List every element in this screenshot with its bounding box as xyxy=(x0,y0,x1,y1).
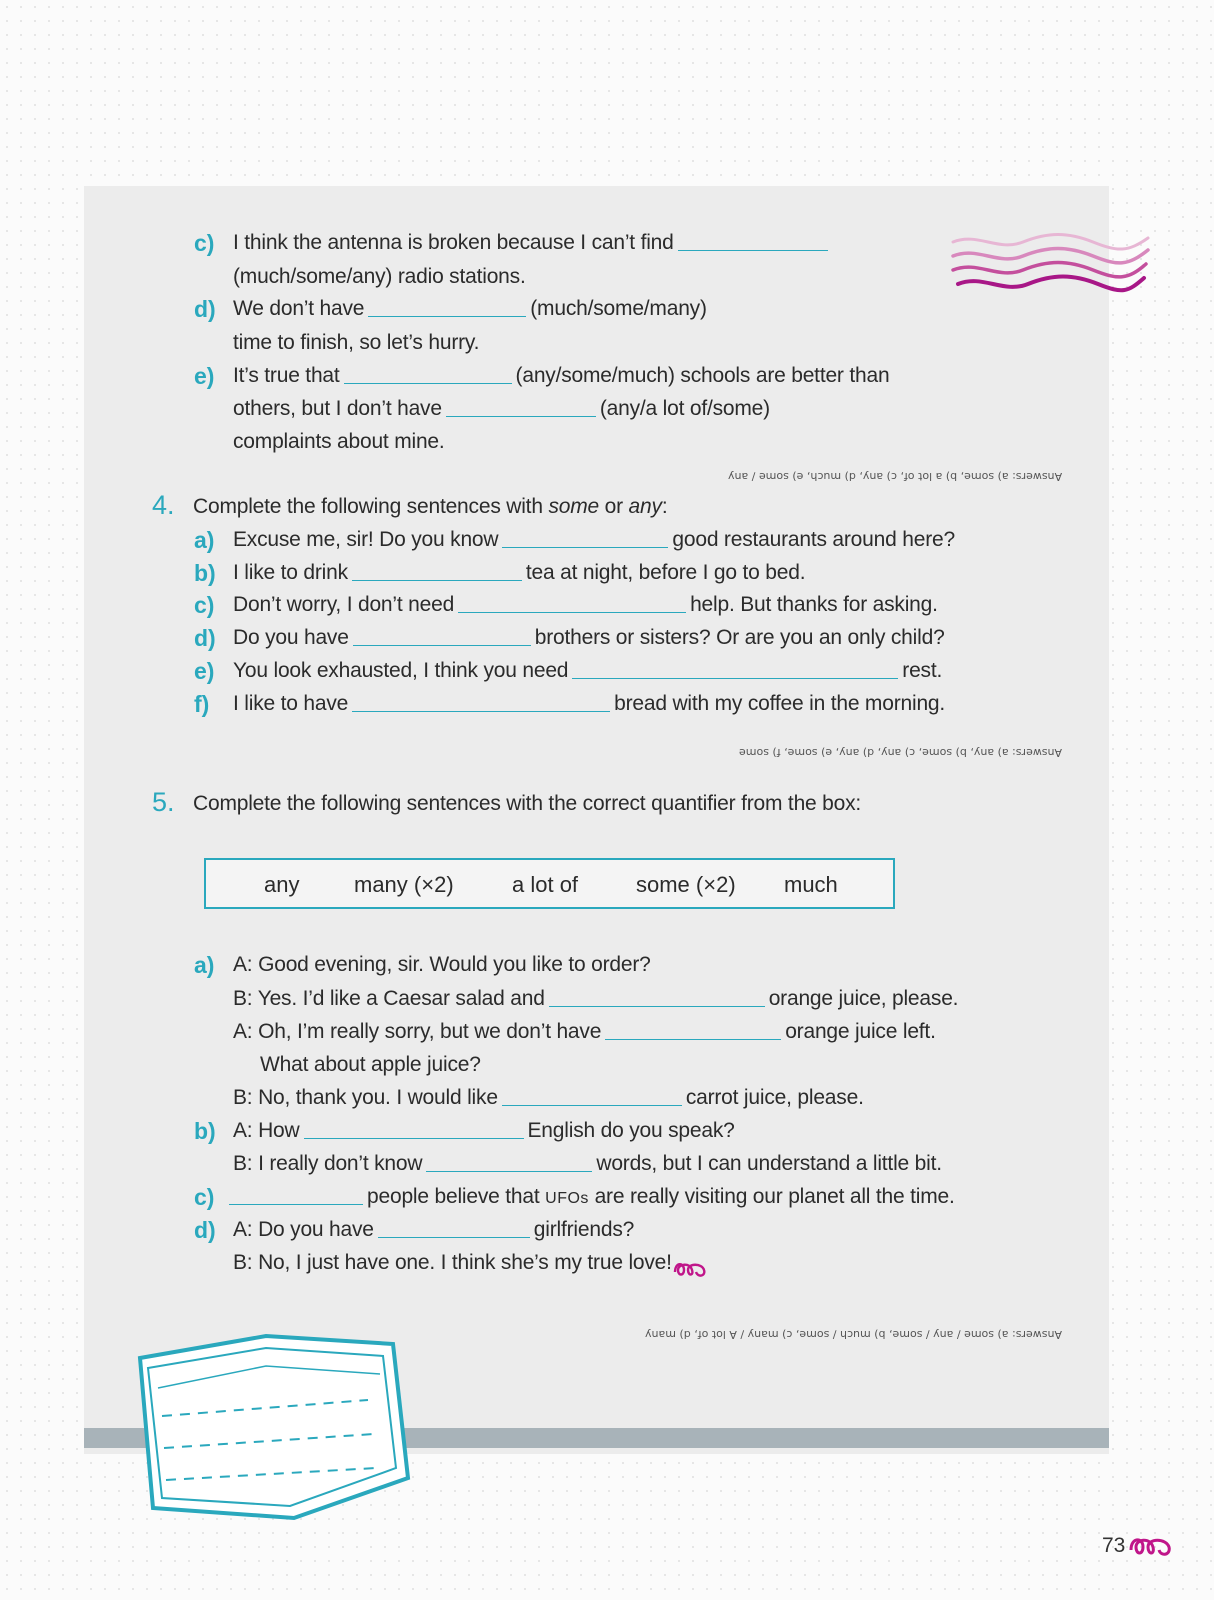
sentence-line xyxy=(233,294,707,324)
sentence-text: I like to drink xyxy=(233,561,348,584)
sentence-line xyxy=(229,1182,955,1214)
sentence-text: good restaurants around here? xyxy=(672,528,955,551)
sentence-line xyxy=(233,590,938,620)
answer-blank[interactable] xyxy=(352,693,610,712)
item-label: e) xyxy=(194,658,215,684)
sentence-text: B: No, thank you. I would like xyxy=(233,1086,498,1109)
answer-blank[interactable] xyxy=(368,298,526,317)
sentence-line: (much/some/any) radio stations. xyxy=(233,265,526,288)
instruction-keyword: any xyxy=(628,495,662,518)
sentence-line xyxy=(233,623,945,653)
answer-blank[interactable] xyxy=(572,660,898,679)
upside-down-answers: Answers: a) some / any / some, b) much / some, c) many / A lot of, d) many xyxy=(645,1328,1062,1341)
page-number: 73 xyxy=(1102,1534,1126,1557)
sentence-line xyxy=(233,361,889,391)
answer-blank[interactable] xyxy=(229,1186,363,1205)
sentence-text: (much/some/many) xyxy=(530,297,707,320)
sentence-text: Do you have xyxy=(233,626,349,649)
sentence-line xyxy=(233,656,942,686)
sentence-text: A: Do you have xyxy=(233,1218,374,1241)
sentence-line xyxy=(233,228,832,258)
answer-blank[interactable] xyxy=(446,398,596,417)
sentence-text: I think the antenna is broken because I can’t find xyxy=(233,231,674,254)
sentence-text: English do you speak? xyxy=(527,1119,735,1142)
sentence-line xyxy=(233,394,770,424)
exercise-number: 4. xyxy=(152,490,175,520)
upside-down-answers: Answers: a) any, b) some, c) any, d) any, e) some, f) some xyxy=(738,746,1062,759)
sentence-text: It’s true that xyxy=(233,364,340,387)
sentence-text: people believe that xyxy=(367,1185,540,1208)
sentence-line xyxy=(233,558,805,588)
answer-blank[interactable] xyxy=(344,365,512,384)
answer-blank[interactable] xyxy=(605,1021,781,1040)
box-word: many (×2) xyxy=(354,872,454,897)
item-label: d) xyxy=(194,296,216,322)
answer-blank[interactable] xyxy=(678,232,828,251)
sentence-text: words, but I can understand a little bit. xyxy=(596,1152,942,1175)
sentence-text: B: No, I just have one. I think she’s my true love! xyxy=(233,1251,672,1274)
dialogue-line: A: Good evening, sir. Would you like to order? xyxy=(233,953,651,976)
dialogue-line xyxy=(233,984,958,1014)
dialogue-line xyxy=(233,1248,672,1278)
answer-blank[interactable] xyxy=(353,627,531,646)
answer-blank[interactable] xyxy=(502,1087,682,1106)
item-label: b) xyxy=(194,1118,216,1144)
sentence-text: We don’t have xyxy=(233,297,365,320)
box-word: some (×2) xyxy=(636,872,736,897)
sentence-text: You look exhausted, I think you need xyxy=(233,659,569,682)
answer-blank[interactable] xyxy=(458,594,686,613)
sentence-text: A: Oh, I’m really sorry, but we don’t have xyxy=(233,1020,602,1043)
exercise-instruction: Complete the following sentences with the correct quantifier from the box: xyxy=(193,792,862,815)
sentence-line: time to finish, so let’s hurry. xyxy=(233,331,480,354)
exercise-instruction xyxy=(193,492,667,522)
sentence-text: UFOs xyxy=(545,1190,589,1207)
sentence-line xyxy=(233,689,945,719)
squiggle-logo-icon xyxy=(672,1258,708,1280)
instruction-text: or xyxy=(599,495,629,518)
sentence-text: tea at night, before I go to bed. xyxy=(525,561,806,584)
sentence-text: girlfriends? xyxy=(533,1218,635,1241)
sentence-text: rest. xyxy=(902,659,943,682)
item-label: a) xyxy=(194,952,215,978)
dialogue-line xyxy=(233,1116,735,1146)
item-label: f) xyxy=(194,691,210,717)
sentence-text: help. But thanks for asking. xyxy=(690,593,938,616)
item-label: d) xyxy=(194,625,216,651)
item-label: c) xyxy=(194,592,215,618)
item-label: e) xyxy=(194,363,215,389)
dialogue-line xyxy=(233,1083,864,1113)
box-word: any xyxy=(264,872,300,897)
sentence-text: (any/a lot of/some) xyxy=(599,397,770,420)
item-label: c) xyxy=(194,1184,215,1210)
instruction-text: Complete the following sentences with xyxy=(193,495,549,518)
answer-blank[interactable] xyxy=(549,988,765,1007)
item-label: c) xyxy=(194,230,215,256)
item-label: b) xyxy=(194,560,216,586)
answer-blank[interactable] xyxy=(304,1120,524,1139)
dialogue-line xyxy=(233,1215,634,1245)
squiggle-logo-icon xyxy=(1128,1532,1174,1560)
note-card-decoration xyxy=(118,1318,418,1538)
answer-blank[interactable] xyxy=(352,562,522,581)
dialogue-line xyxy=(233,1017,936,1047)
sentence-text: brothers or sisters? Or are you an only child? xyxy=(534,626,945,649)
upside-down-answers: Answers: a) some, b) a lot of, c) any, d) much, e) some / any xyxy=(727,470,1062,483)
sentence-text: B: Yes. I’d like a Caesar salad and xyxy=(233,987,545,1010)
sentence-text: I like to have xyxy=(233,692,349,715)
sentence-line: complaints about mine. xyxy=(233,430,445,453)
instruction-text: : xyxy=(661,495,668,518)
sentence-text: carrot juice, please. xyxy=(685,1086,864,1109)
sentence-text: orange juice left. xyxy=(785,1020,936,1043)
answer-blank[interactable] xyxy=(502,529,668,548)
box-word: a lot of xyxy=(512,872,579,897)
sentence-text: bread with my coffee in the morning. xyxy=(614,692,946,715)
item-label: d) xyxy=(194,1217,216,1243)
exercise-number: 5. xyxy=(152,787,175,817)
item-label: a) xyxy=(194,527,215,553)
box-word: much xyxy=(784,872,838,897)
sentence-text: others, but I don’t have xyxy=(233,397,442,420)
sentence-text: Excuse me, sir! Do you know xyxy=(233,528,499,551)
dialogue-line: What about apple juice? xyxy=(260,1053,481,1076)
sentence-text: B: I really don’t know xyxy=(233,1152,423,1175)
answer-blank[interactable] xyxy=(426,1153,592,1172)
answer-blank[interactable] xyxy=(378,1219,530,1238)
instruction-keyword: some xyxy=(548,495,599,518)
sentence-text: Don’t worry, I don’t need xyxy=(233,593,455,616)
stamp-wave-decoration xyxy=(948,230,1153,310)
sentence-text: are really visiting our planet all the time. xyxy=(594,1185,955,1208)
sentence-text: A: How xyxy=(233,1119,300,1142)
sentence-line xyxy=(233,525,955,555)
sentence-text: (any/some/much) schools are better than xyxy=(515,364,890,387)
sentence-text: orange juice, please. xyxy=(768,987,959,1010)
quantifier-box xyxy=(204,858,895,909)
dialogue-line xyxy=(233,1149,942,1179)
